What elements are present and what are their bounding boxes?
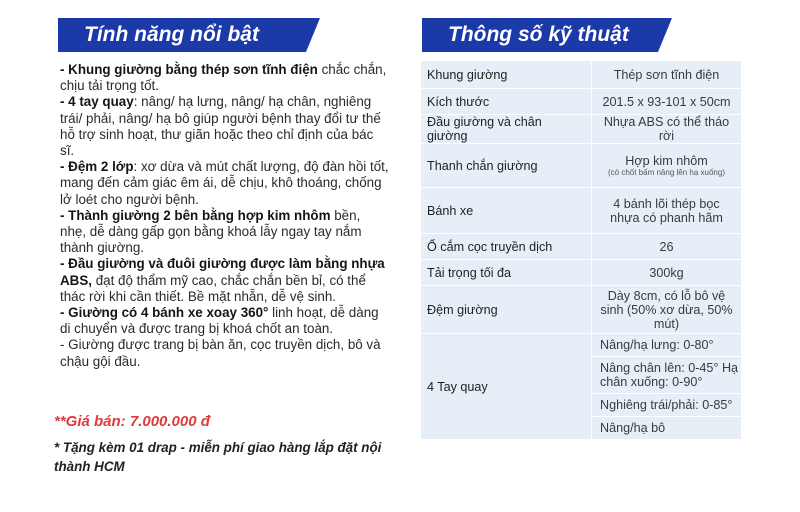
crank-item: Nghiêng trái/phải: 0-85° [592, 394, 741, 417]
crank-item: Nâng chân lên: 0-45° Hạ chân xuống: 0-90° [592, 357, 741, 394]
spec-key: Thanh chắn giường [421, 144, 592, 188]
spec-value: 300kg [592, 260, 742, 286]
price-label: **Giá bán: 7.000.000 đ [54, 413, 210, 430]
specs-title: Thông số kỹ thuật [448, 23, 629, 46]
feature-item: - Giường được trang bị bàn ăn, cọc truyền dịch, bô và chậu gội đầu. [60, 337, 381, 369]
spec-value: Hợp kim nhôm (có chốt bấm nâng lên hạ xuống) [592, 144, 742, 188]
spec-value: Dày 8cm, có lỗ bô vệ sinh (50% xơ dừa, 50% mút) [592, 286, 742, 334]
specs-table [420, 60, 742, 440]
spec-key: Bánh xe [421, 188, 592, 234]
spec-value: 4 bánh lõi thép bọc nhựa có phanh hãm [592, 188, 742, 234]
spec-value: 26 [592, 234, 742, 260]
spec-row [421, 234, 742, 260]
features-list [60, 62, 390, 370]
feature-item: - Đầu giường và đuôi giường được làm bằng nhựa ABS, đạt độ thẩm mỹ cao, chắc chắn bền bỉ, có thể thác rời khi cần thiết. Bề mặt nhẵn, dễ vệ sinh. [60, 256, 385, 304]
feature-item: - Đệm 2 lớp: xơ dừa và mút chất lượng, độ đàn hồi tốt, mang đến cảm giác êm ái, dễ chịu, khô thoáng, chống lở loét cho người bệnh. [60, 159, 389, 207]
spec-key: Tải trọng tối đa [421, 260, 592, 286]
spec-value [592, 334, 742, 440]
spec-row [421, 260, 742, 286]
feature-item: - 4 tay quay: nâng/ hạ lưng, nâng/ hạ chân, nghiêng trái/ phải, nâng/ hạ bô giúp người bệnh thay đổi tư thế hỗ trợ sinh hoạt, thư giãn hoặc theo chỉ định của bác sĩ. [60, 94, 381, 159]
spec-row [421, 115, 742, 144]
features-banner [58, 18, 306, 52]
spec-key: Đệm giường [421, 286, 592, 334]
spec-key: Khung giường [421, 61, 592, 89]
feature-item: - Khung giường bằng thép sơn tĩnh điện chắc chắn, chịu tải trọng tốt. [60, 62, 387, 94]
spec-key: 4 Tay quay [421, 334, 592, 440]
spec-value: 201.5 x 93-101 x 50cm [592, 89, 742, 115]
spec-row [421, 89, 742, 115]
crank-item: Nâng/hạ bô [600, 421, 666, 435]
spec-key: Kích thước [421, 89, 592, 115]
spec-row [421, 334, 742, 440]
features-title: Tính năng nổi bật [84, 23, 259, 46]
spec-key: Ổ cắm cọc truyền dịch [421, 234, 592, 260]
spec-key: Đầu giường và chân giường [421, 115, 592, 144]
spec-row [421, 144, 742, 188]
spec-row [421, 286, 742, 334]
crank-item: Nâng/hạ lưng: 0-80° [592, 334, 741, 357]
spec-value: Nhựa ABS có thể tháo rời [592, 115, 742, 144]
promo-note: * Tặng kèm 01 drap - miễn phí giao hàng lắp đặt nội thành HCM [54, 440, 382, 474]
feature-item: - Thành giường 2 bên bằng hợp kim nhôm bền, nhẹ, dễ dàng gấp gọn bằng khoá lẫy ngay tay nắm thành giường. [60, 207, 362, 256]
spec-row [421, 188, 742, 234]
specs-banner [422, 18, 658, 52]
spec-value: Thép sơn tĩnh điện [592, 61, 742, 89]
spec-row [421, 61, 742, 89]
spec-subnote: (có chốt bấm nâng lên hạ xuống) [608, 168, 725, 177]
feature-item: - Giường có 4 bánh xe xoay 360° linh hoạt, dễ dàng di chuyển và được trang bị khoá chốt an toàn. [60, 305, 379, 337]
